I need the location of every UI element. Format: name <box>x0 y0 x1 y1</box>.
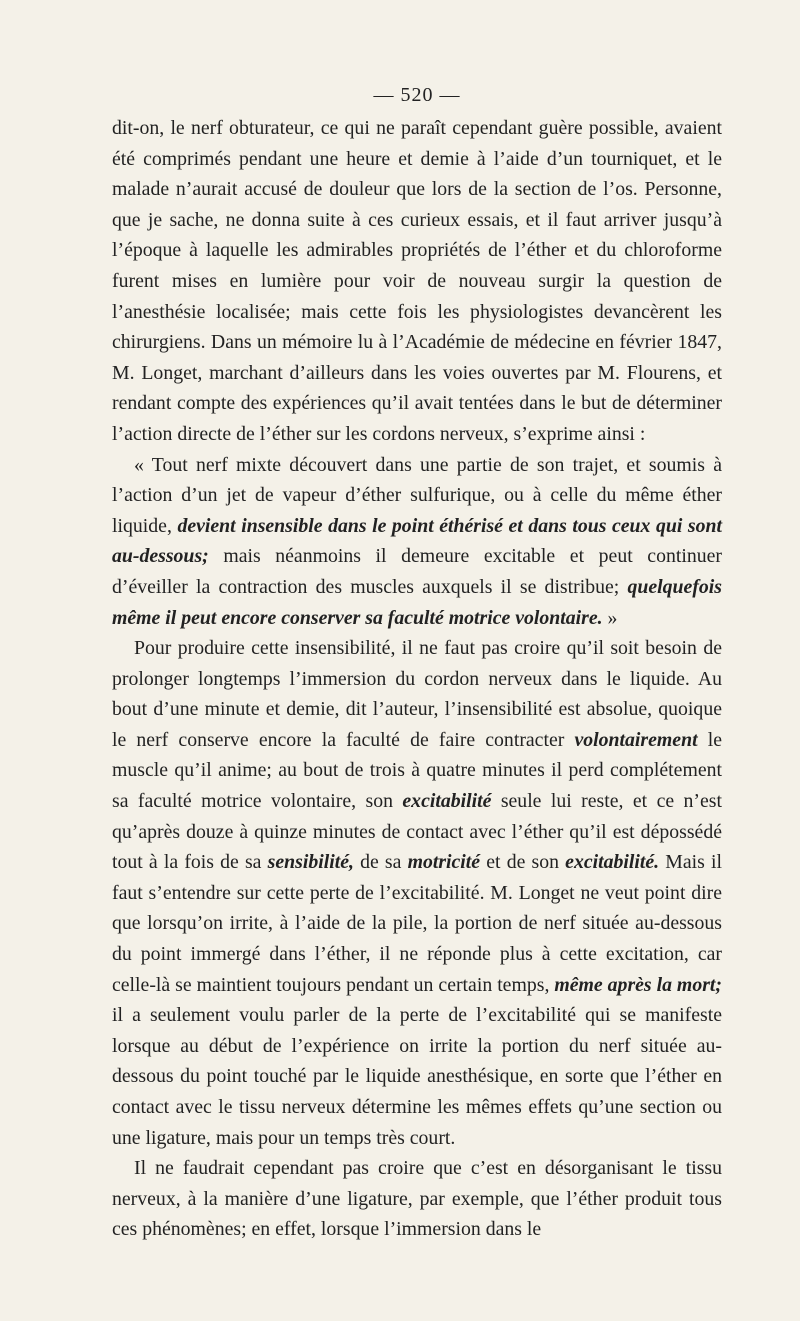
text-segment: de sa <box>353 851 408 874</box>
text-segment: seule lui reste, et ce n’est qu’après douze à quinze minutes de contact avec l’éther qu’il est dépossédé tout à la fois de sa <box>112 790 722 874</box>
text-segment: « Tout nerf mixte découvert dans une partie de son trajet, et soumis à l’action d’un jet de vapeur d’éther sulfurique, ou à celle du même éther liquide, <box>112 453 722 537</box>
text-segment: Mais il faut s’entendre sur cette perte de l’excitabilité. M. Longet ne veut point dire que lorsqu’on irrite, à l’aide de la pile, la portion de nerf située au-dessous du point immergé dans l’éther, il ne réponde plus à cette excitation, car celle-là se maintient toujours pendant un certain temps, <box>112 851 722 996</box>
body-text <box>112 113 722 1245</box>
text-segment: le muscle qu’il anime; au bout de trois à quatre minutes il perd complétement sa faculté motrice volontaire, son <box>112 728 722 813</box>
page-number: — 520 — <box>373 84 461 106</box>
text-segment: Pour produire cette insensibilité, il ne faut pas croire qu’il soit besoin de prolonger longtemps l’immersion du cordon nerveux dans le liquide. Au bout d’une minute et demie, dit l’auteur, l’insensibilité est absolue, quoique le nerf conserve encore la faculté de faire contracter <box>112 637 722 751</box>
text-segment: il a seulement voulu parler de la perte de l’excitabilité qui se manifeste lorsque au début de l’expérience on irrite la portion du nerf située au-dessous du point touché par le liquide anesthésique, en sorte que l’éther en contact avec le tissu nerveux détermine les mêmes effets qu’une section ou une ligature, mais pour un temps très court. <box>112 1004 722 1149</box>
italic-text: quelquefois même il peut encore conserver sa faculté motrice volontaire. <box>112 575 722 629</box>
italic-text: motricité <box>407 851 481 874</box>
italic-text: devient insensible dans le point éthérisé et dans tous ceux qui sont au-dessous; <box>112 514 722 568</box>
paragraph <box>112 633 722 1153</box>
italic-text: sensibilité, <box>267 851 354 874</box>
paragraph <box>112 450 722 634</box>
italic-text: excitabilité <box>402 790 492 813</box>
text-segment: et de son <box>480 851 566 874</box>
text-segment: mais néanmoins il demeure excitable et peut continuer d’éveiller la contraction des muscles auxquels il se distribue; <box>112 545 722 598</box>
italic-text: même après la mort; <box>554 973 722 996</box>
paragraph <box>112 113 722 450</box>
text-segment: dit-on, le nerf obturateur, ce qui ne paraît cependant guère possible, avaient été comprimés pendant une heure et demie à l’aide d’un tourniquet, et le malade n’aurait accusé de douleur que lors de la section de l’os. Personne, que je sache, ne donna suite à ces curieux essais, et il faut arriver jusqu’à l’époque à laquelle les admirables propriétés de l’éther et du chloroforme furent mises en lumière pour voir de nouveau surgir la question de l’anesthésie localisée; mais cette fois les physiologistes devancèrent les chirurgiens. Dans un mémoire lu à l’Académie de médecine en février 1847, M. Longet, marchant d’ailleurs dans les voies ouvertes par M. Flourens, et rendant compte des expériences qu’il avait tentées dans le but de déterminer l’action directe de l’éther sur les cordons nerveux, s’exprime ainsi : <box>112 117 722 445</box>
paragraph <box>112 1153 722 1245</box>
text-segment: Il ne faudrait cependant pas croire que c’est en désorganisant le tissu nerveux, à la manière d’une ligature, par exemple, que l’éther produit tous ces phénomènes; en effet, lorsque l’immersion dans le <box>112 1157 722 1241</box>
text-segment: » <box>602 606 618 629</box>
italic-text: volontairement <box>574 728 698 751</box>
italic-text: excitabilité. <box>565 851 660 874</box>
